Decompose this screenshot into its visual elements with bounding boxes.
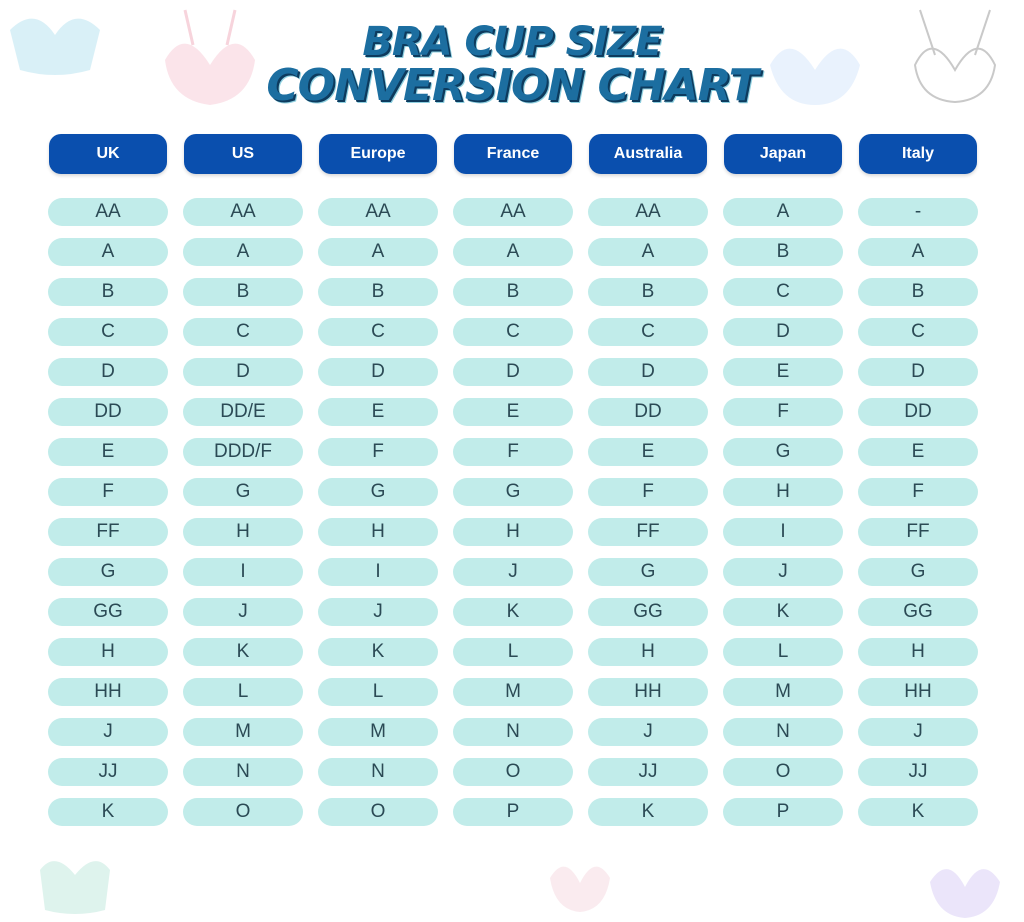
size-cell: C — [588, 318, 708, 346]
column-cells — [183, 198, 303, 826]
size-cell: L — [453, 638, 573, 666]
size-cell: M — [453, 678, 573, 706]
column-japan — [721, 134, 845, 826]
size-cell: C — [183, 318, 303, 346]
size-cell: I — [318, 558, 438, 586]
size-cell: I — [183, 558, 303, 586]
column-australia — [586, 134, 710, 826]
size-cell: J — [318, 598, 438, 626]
size-cell: G — [318, 478, 438, 506]
size-cell: E — [453, 398, 573, 426]
column-header: US — [184, 134, 302, 174]
size-cell: AA — [453, 198, 573, 226]
size-cell: C — [48, 318, 168, 346]
size-cell: E — [723, 358, 843, 386]
conversion-table — [46, 134, 980, 826]
size-cell: N — [318, 758, 438, 786]
size-cell: D — [318, 358, 438, 386]
size-cell: O — [318, 798, 438, 826]
column-cells — [48, 198, 168, 826]
column-cells — [453, 198, 573, 826]
size-cell: K — [588, 798, 708, 826]
size-cell: H — [183, 518, 303, 546]
size-cell: J — [183, 598, 303, 626]
size-cell: E — [588, 438, 708, 466]
size-cell: K — [183, 638, 303, 666]
column-uk — [46, 134, 170, 826]
size-cell: J — [588, 718, 708, 746]
column-header: Australia — [589, 134, 707, 174]
size-cell: DDD/F — [183, 438, 303, 466]
size-cell: JJ — [48, 758, 168, 786]
column-header: Italy — [859, 134, 977, 174]
size-cell: DD — [48, 398, 168, 426]
size-cell: AA — [183, 198, 303, 226]
size-cell: A — [588, 238, 708, 266]
size-cell: B — [453, 278, 573, 306]
size-cell: B — [48, 278, 168, 306]
size-cell: FF — [858, 518, 978, 546]
size-cell: GG — [858, 598, 978, 626]
size-cell: B — [318, 278, 438, 306]
size-cell: O — [453, 758, 573, 786]
size-cell: HH — [858, 678, 978, 706]
size-cell: A — [858, 238, 978, 266]
size-cell: P — [453, 798, 573, 826]
size-cell: K — [723, 598, 843, 626]
size-cell: C — [453, 318, 573, 346]
size-cell: C — [858, 318, 978, 346]
size-cell: E — [858, 438, 978, 466]
size-cell: N — [453, 718, 573, 746]
size-cell: H — [858, 638, 978, 666]
size-cell: L — [723, 638, 843, 666]
size-cell: H — [453, 518, 573, 546]
column-cells — [318, 198, 438, 826]
size-cell: H — [588, 638, 708, 666]
size-cell: JJ — [858, 758, 978, 786]
bra-illustration-bottom-right — [920, 842, 1010, 922]
size-cell: F — [318, 438, 438, 466]
size-cell: E — [318, 398, 438, 426]
size-cell: J — [453, 558, 573, 586]
size-cell: C — [723, 278, 843, 306]
size-cell: H — [318, 518, 438, 546]
size-cell: G — [858, 558, 978, 586]
size-cell: AA — [48, 198, 168, 226]
size-cell: M — [183, 718, 303, 746]
size-cell: D — [453, 358, 573, 386]
size-cell: A — [48, 238, 168, 266]
size-cell: DD — [858, 398, 978, 426]
size-cell: H — [48, 638, 168, 666]
size-cell: O — [723, 758, 843, 786]
size-cell: A — [183, 238, 303, 266]
size-cell: H — [723, 478, 843, 506]
size-cell: G — [723, 438, 843, 466]
column-france — [451, 134, 575, 826]
size-cell: F — [453, 438, 573, 466]
size-cell: C — [318, 318, 438, 346]
size-cell: D — [723, 318, 843, 346]
size-cell: L — [318, 678, 438, 706]
column-header: Europe — [319, 134, 437, 174]
size-cell: K — [858, 798, 978, 826]
size-cell: B — [723, 238, 843, 266]
size-cell: K — [453, 598, 573, 626]
column-cells — [588, 198, 708, 826]
size-cell: D — [858, 358, 978, 386]
size-cell: D — [588, 358, 708, 386]
size-cell: - — [858, 198, 978, 226]
size-cell: N — [723, 718, 843, 746]
size-cell: O — [183, 798, 303, 826]
size-cell: G — [588, 558, 708, 586]
size-cell: B — [588, 278, 708, 306]
size-cell: HH — [588, 678, 708, 706]
size-cell: AA — [588, 198, 708, 226]
size-cell: GG — [48, 598, 168, 626]
bra-illustration-bottom-center — [540, 838, 620, 918]
size-cell: B — [183, 278, 303, 306]
size-cell: E — [48, 438, 168, 466]
column-europe — [316, 134, 440, 826]
column-header: Japan — [724, 134, 842, 174]
size-cell: JJ — [588, 758, 708, 786]
size-cell: A — [453, 238, 573, 266]
size-cell: AA — [318, 198, 438, 226]
size-cell: FF — [588, 518, 708, 546]
page-title — [0, 19, 1024, 111]
size-cell: FF — [48, 518, 168, 546]
size-cell: K — [48, 798, 168, 826]
size-cell: J — [723, 558, 843, 586]
size-cell: P — [723, 798, 843, 826]
size-cell: G — [183, 478, 303, 506]
size-cell: DD — [588, 398, 708, 426]
size-cell: K — [318, 638, 438, 666]
column-italy — [856, 134, 980, 826]
column-cells — [723, 198, 843, 826]
size-cell: B — [858, 278, 978, 306]
size-cell: N — [183, 758, 303, 786]
size-cell: A — [318, 238, 438, 266]
size-cell: GG — [588, 598, 708, 626]
column-header: France — [454, 134, 572, 174]
size-cell: D — [183, 358, 303, 386]
size-cell: M — [723, 678, 843, 706]
size-cell: D — [48, 358, 168, 386]
column-us — [181, 134, 305, 826]
title-line-2: CONVERSION CHART — [266, 60, 758, 111]
size-cell: M — [318, 718, 438, 746]
bra-illustration-bottom-left — [30, 840, 120, 922]
size-cell: F — [48, 478, 168, 506]
column-header: UK — [49, 134, 167, 174]
size-cell: L — [183, 678, 303, 706]
size-cell: HH — [48, 678, 168, 706]
size-cell: DD/E — [183, 398, 303, 426]
size-cell: I — [723, 518, 843, 546]
size-cell: F — [588, 478, 708, 506]
size-cell: J — [48, 718, 168, 746]
size-cell: G — [453, 478, 573, 506]
size-cell: G — [48, 558, 168, 586]
size-cell: F — [723, 398, 843, 426]
size-cell: F — [858, 478, 978, 506]
title-line-1: BRA CUP SIZE — [362, 19, 662, 65]
size-cell: J — [858, 718, 978, 746]
size-cell: A — [723, 198, 843, 226]
column-cells — [858, 198, 978, 826]
